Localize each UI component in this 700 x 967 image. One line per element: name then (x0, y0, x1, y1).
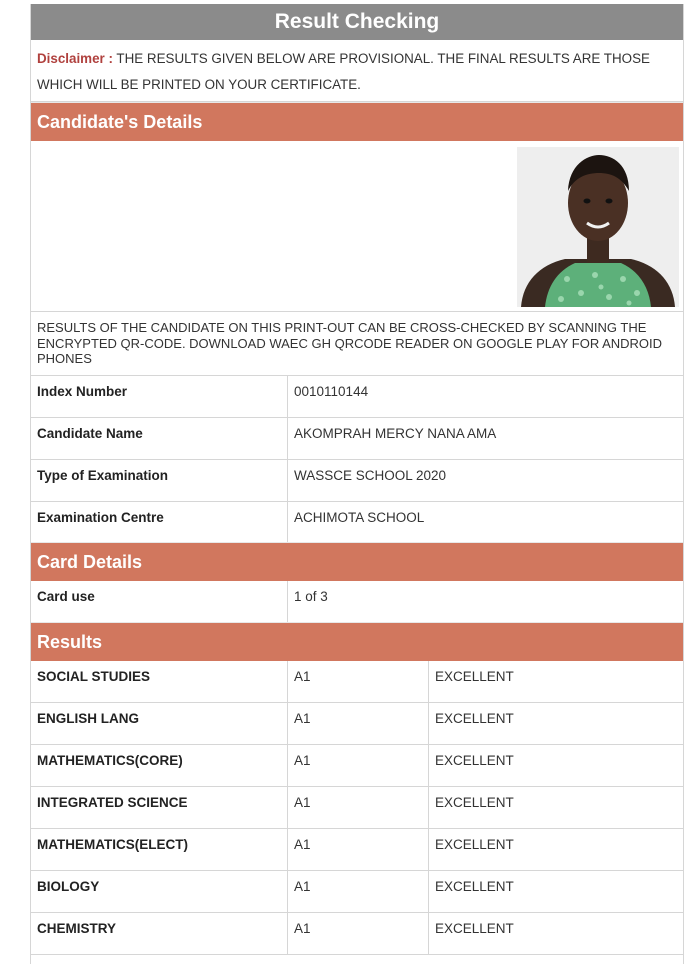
detail-value: ACHIMOTA SCHOOL (294, 510, 425, 525)
subject-name: ENGLISH LANG (31, 703, 288, 744)
results-header: Results (31, 622, 683, 661)
result-row (31, 829, 683, 871)
disclaimer-label: Disclaimer : (37, 51, 113, 66)
detail-value: 0010110144 (294, 384, 369, 399)
subject-name: INTEGRATED SCIENCE (31, 787, 288, 828)
grade: A1 (288, 913, 429, 954)
subject-name: MATHEMATICS(ELECT) (31, 829, 288, 870)
result-row (31, 661, 683, 703)
candidate-details-header: Candidate's Details (31, 102, 683, 141)
candidate-photo (517, 147, 679, 307)
result-row (31, 787, 683, 829)
grade: A1 (288, 787, 429, 828)
result-page (30, 4, 684, 964)
subject-name: BIOLOGY (31, 871, 288, 912)
remark: EXCELLENT (435, 879, 514, 894)
detail-label: Index Number (31, 376, 288, 417)
disclaimer (31, 40, 683, 102)
remark: EXCELLENT (435, 795, 514, 810)
detail-value: AKOMPRAH MERCY NANA AMA (294, 426, 497, 441)
candidate-photo-row (31, 141, 683, 312)
subject-name: SOCIAL STUDIES (31, 661, 288, 702)
result-row (31, 913, 683, 955)
qr-code-note: RESULTS OF THE CANDIDATE ON THIS PRINT-OUT CAN BE CROSS-CHECKED BY SCANNING THE ENCRYPTED QR-CODE. DOWNLOAD WAEC GH QRCODE READER ON GOOGLE PLAY FOR ANDROID PHONES (31, 312, 683, 376)
grade: A1 (288, 829, 429, 870)
subject-name: CHEMISTRY (31, 913, 288, 954)
remark: EXCELLENT (435, 837, 514, 852)
detail-row-candidate-name (31, 418, 683, 460)
detail-label: Candidate Name (31, 418, 288, 459)
remark: EXCELLENT (435, 711, 514, 726)
result-row (31, 703, 683, 745)
card-use-label: Card use (31, 581, 288, 622)
card-use-value: 1 of 3 (294, 589, 328, 604)
grade: A1 (288, 871, 429, 912)
detail-label: Type of Examination (31, 460, 288, 501)
card-details-header: Card Details (31, 542, 683, 581)
grade: A1 (288, 703, 429, 744)
grade: A1 (288, 661, 429, 702)
detail-value: WASSCE SCHOOL 2020 (294, 468, 447, 483)
result-row (31, 745, 683, 787)
remark: EXCELLENT (435, 669, 514, 684)
remark: EXCELLENT (435, 921, 514, 936)
disclaimer-text: THE RESULTS GIVEN BELOW ARE PROVISIONAL. THE FINAL RESULTS ARE THOSE WHICH WILL BE PRINTED ON YOUR CERTIFICATE. (37, 51, 650, 92)
grade: A1 (288, 745, 429, 786)
result-row (31, 871, 683, 913)
card-use-row (31, 581, 683, 622)
detail-row-exam-type (31, 460, 683, 502)
detail-label: Examination Centre (31, 502, 288, 542)
detail-row-index-number (31, 376, 683, 418)
page-title: Result Checking (31, 4, 683, 40)
subject-name: MATHEMATICS(CORE) (31, 745, 288, 786)
remark: EXCELLENT (435, 753, 514, 768)
detail-row-exam-centre (31, 502, 683, 542)
